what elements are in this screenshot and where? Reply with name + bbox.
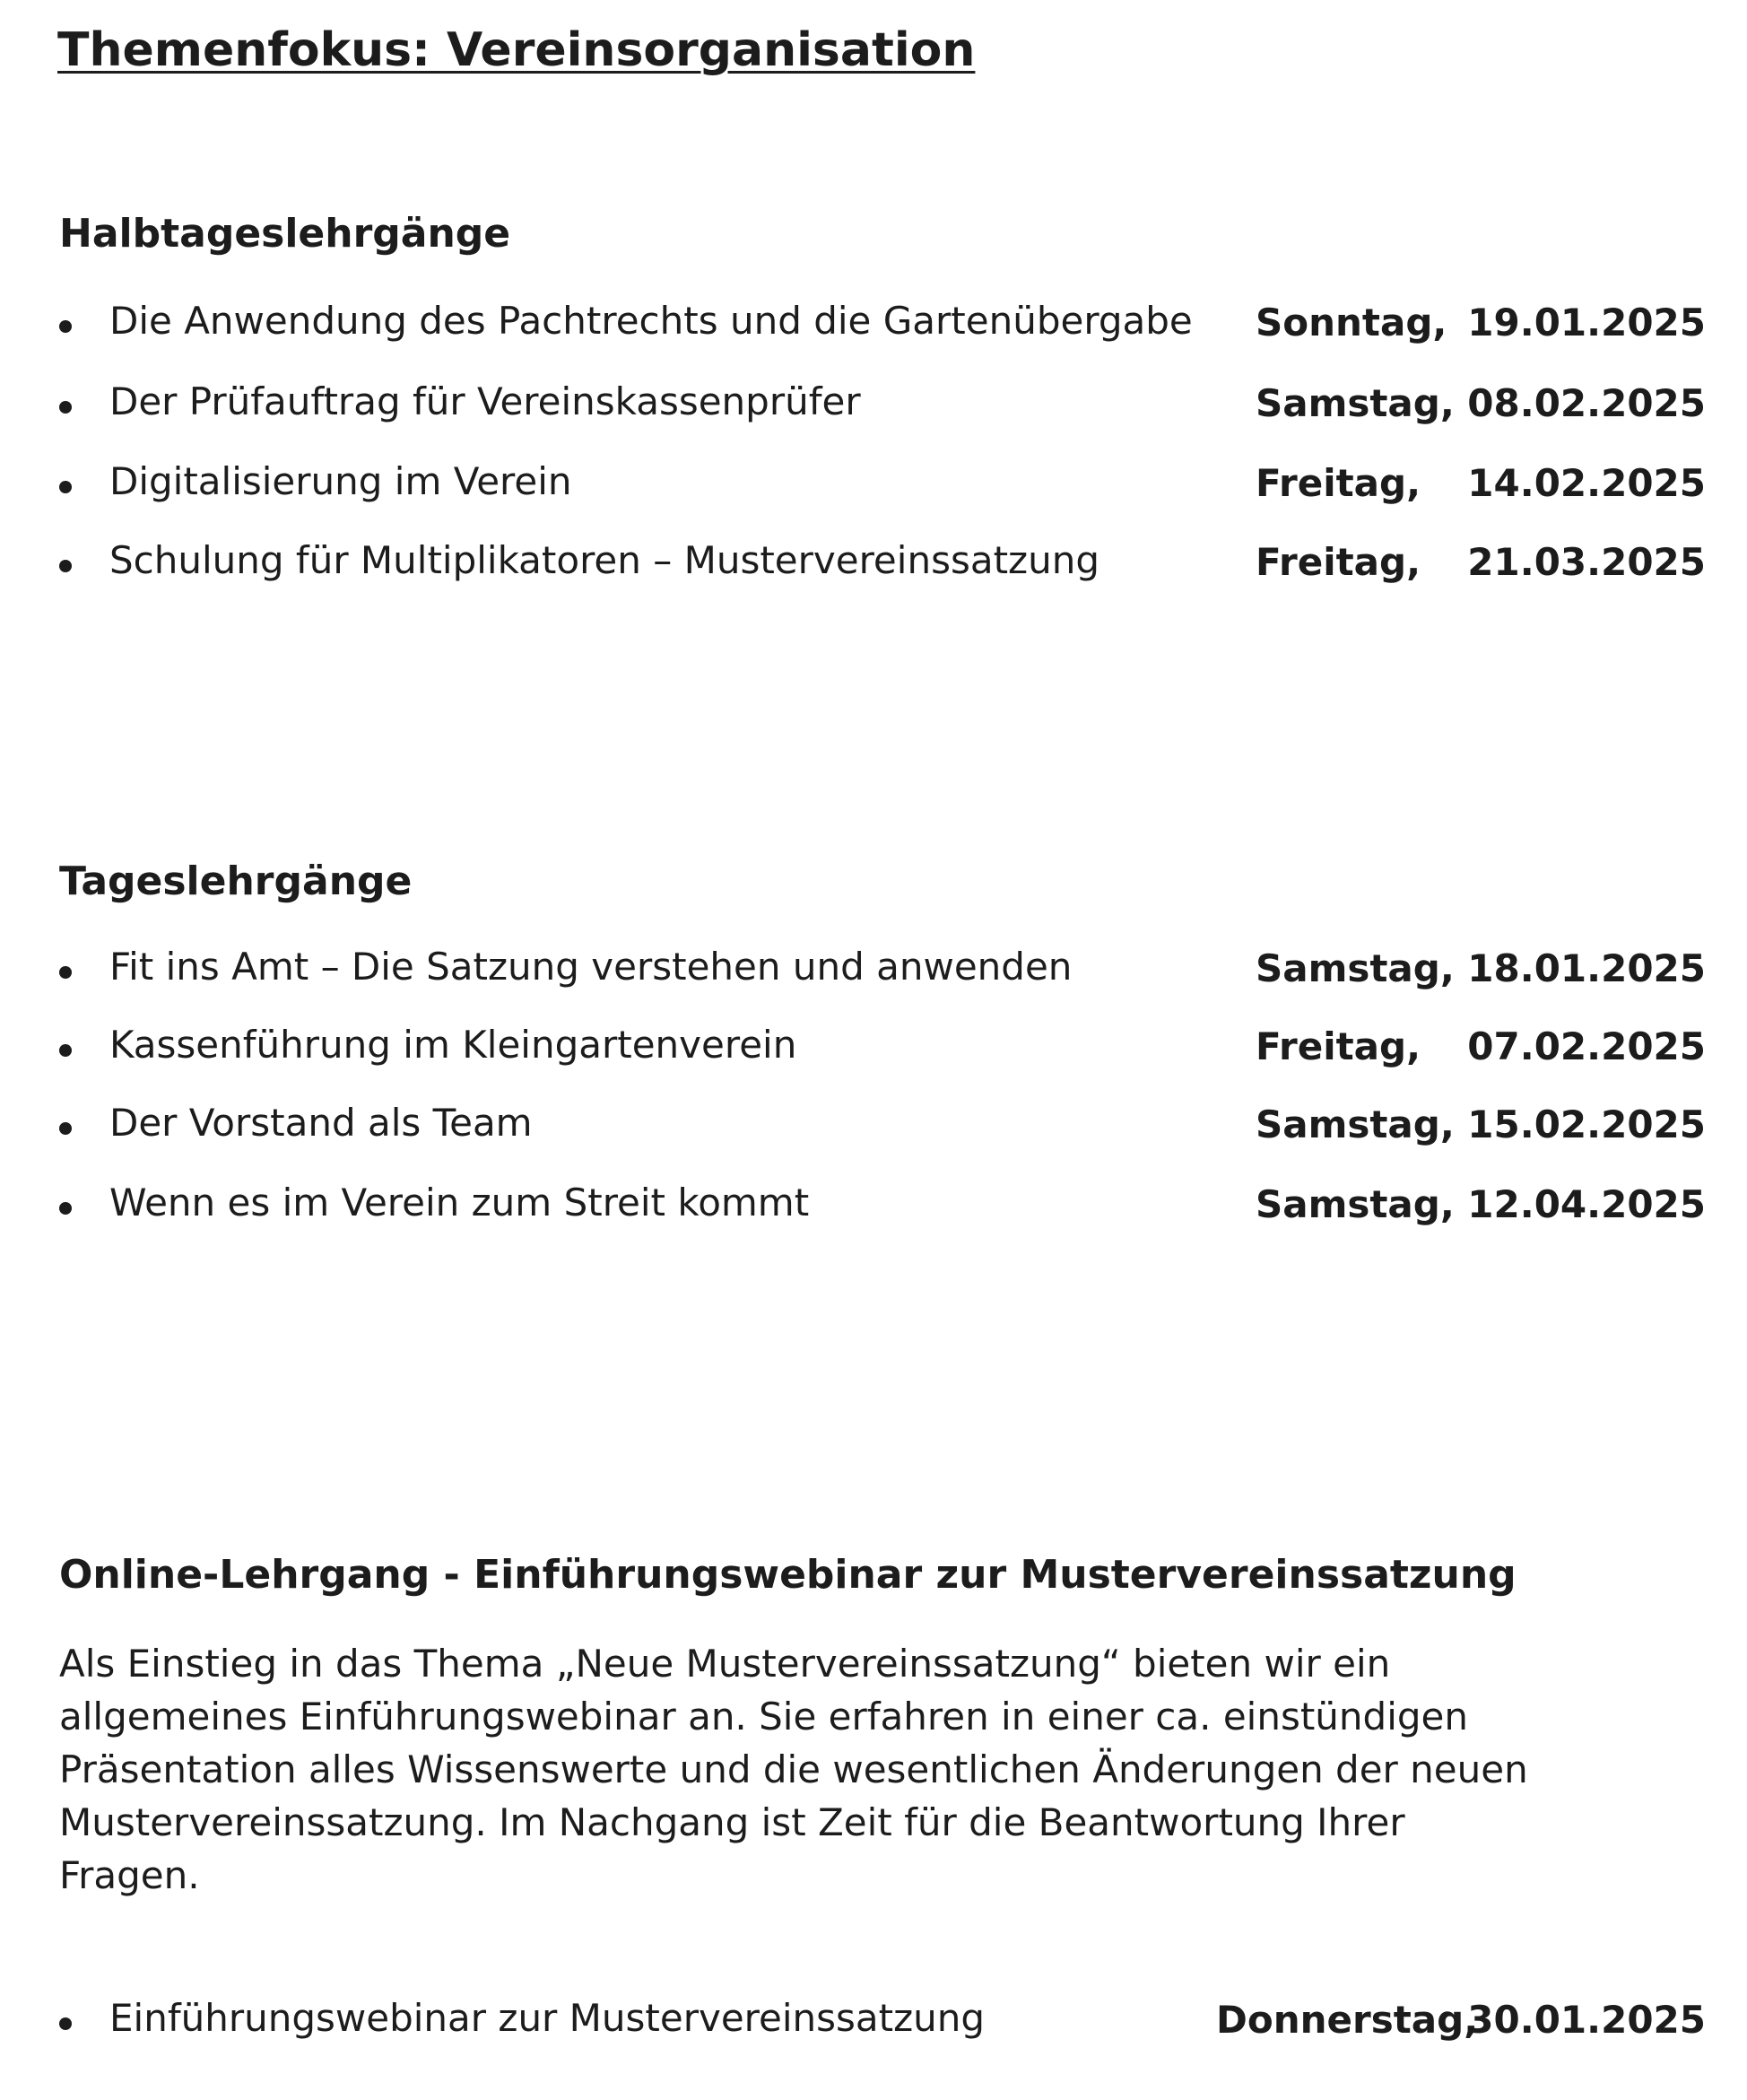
list-item <box>0 945 1747 998</box>
section-heading-half-day: Halbtageslehrgänge <box>59 211 511 257</box>
list-item <box>0 538 1747 592</box>
course-day: Donnerstag, <box>1216 1998 1479 2042</box>
list-item <box>0 1996 1747 2050</box>
course-day: Freitag, <box>1256 461 1421 505</box>
section-heading-online: Online-Lehrgang - Einführungswebinar zur Mustervereinssatzung <box>59 1552 1517 1598</box>
course-date: 08.02.2025 <box>1467 381 1706 425</box>
bullet-icon <box>59 1044 72 1057</box>
course-title: Einführungswebinar zur Mustervereinssatzung <box>109 1996 986 2040</box>
intro-line: Mustervereinssatzung. Im Nachgang ist Zeit für die Beantwortung Ihrer <box>59 1800 1405 1844</box>
course-day: Samstag, <box>1256 1182 1455 1226</box>
course-title: Wenn es im Verein zum Streit kommt <box>109 1181 810 1224</box>
course-date: 30.01.2025 <box>1467 1998 1706 2042</box>
bullet-icon <box>59 966 72 979</box>
list-item <box>0 1181 1747 1234</box>
course-title: Fit ins Amt – Die Satzung verstehen und anwenden <box>109 945 1073 989</box>
course-day: Samstag, <box>1256 946 1455 990</box>
page-title: Themenfokus: Vereinsorganisation <box>57 23 976 77</box>
course-day: Samstag, <box>1256 1102 1455 1146</box>
course-date: 18.01.2025 <box>1467 946 1706 990</box>
bullet-icon <box>59 1122 72 1135</box>
course-title: Digitalisierung im Verein <box>109 459 572 503</box>
course-title: Der Vorstand als Team <box>109 1101 533 1145</box>
course-title: Die Anwendung des Pachtrechts und die Gartenübergabe <box>109 299 1193 343</box>
bullet-icon <box>59 1202 72 1215</box>
bullet-icon <box>59 401 72 414</box>
intro-line: Fragen. <box>59 1853 200 1897</box>
online-intro-paragraph <box>59 1637 1528 1902</box>
list-item <box>0 379 1747 433</box>
list-item <box>0 299 1747 353</box>
course-title: Der Prüfauftrag für Vereinskassenprüfer <box>109 379 861 423</box>
bullet-icon <box>59 560 72 572</box>
course-title: Kassenführung im Kleingartenverein <box>109 1023 797 1067</box>
intro-line: allgemeines Einführungswebinar an. Sie erfahren in einer ca. einstündigen <box>59 1695 1468 1738</box>
course-date: 21.03.2025 <box>1467 540 1706 584</box>
list-item <box>0 1101 1747 1155</box>
intro-line: Als Einstieg in das Thema „Neue Mustervereinssatzung“ bieten wir ein <box>59 1642 1391 1686</box>
course-day: Freitag, <box>1256 1024 1421 1068</box>
course-date: 15.02.2025 <box>1467 1102 1706 1146</box>
course-date: 07.02.2025 <box>1467 1024 1706 1068</box>
course-day: Freitag, <box>1256 540 1421 584</box>
intro-line: Präsentation alles Wissenswerte und die wesentlichen Änderungen der neuen <box>59 1747 1528 1791</box>
course-date: 12.04.2025 <box>1467 1182 1706 1226</box>
course-title: Schulung für Multiplikatoren – Mustervereinssatzung <box>109 538 1099 582</box>
course-date: 19.01.2025 <box>1467 301 1706 344</box>
bullet-icon <box>59 481 72 493</box>
bullet-icon <box>59 2017 72 2030</box>
course-date: 14.02.2025 <box>1467 461 1706 505</box>
course-day: Sonntag, <box>1256 301 1447 344</box>
list-item <box>0 1023 1747 1076</box>
section-heading-full-day: Tageslehrgänge <box>59 858 413 904</box>
course-day: Samstag, <box>1256 381 1455 425</box>
list-item <box>0 459 1747 513</box>
bullet-icon <box>59 320 72 333</box>
